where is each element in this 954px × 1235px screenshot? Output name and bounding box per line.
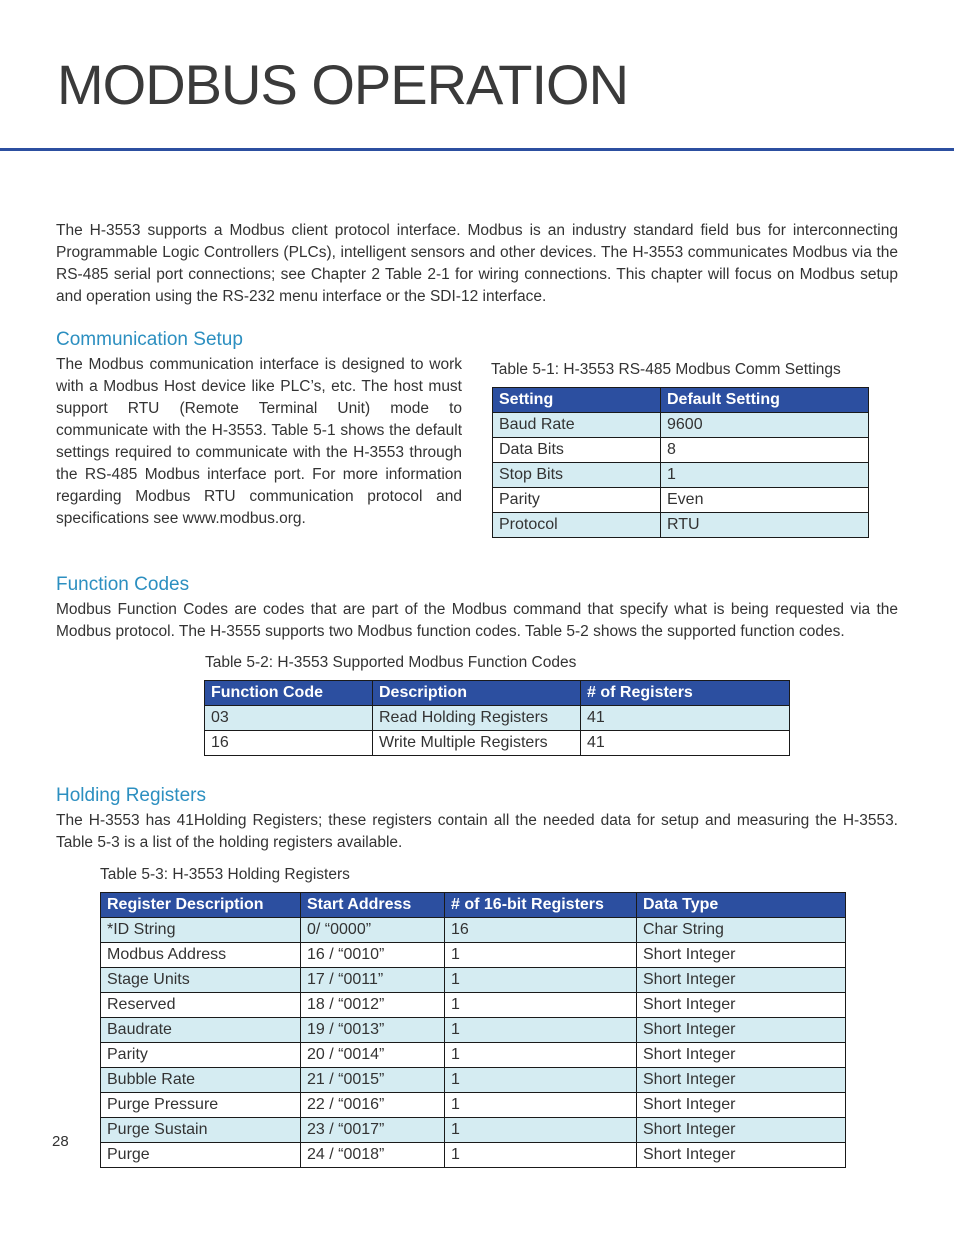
table-row [101, 1043, 846, 1068]
column-header: Data Type [637, 893, 846, 918]
holding-registers-table [100, 892, 846, 1168]
column-header: # of Registers [581, 681, 790, 706]
table-cell: 20 / “0014” [301, 1043, 445, 1068]
table-row [205, 731, 790, 756]
function-codes-paragraph: Modbus Function Codes are codes that are part of the Modbus command that specify what is being requested via the Modbus protocol. The H-3555 supports two Modbus function codes. Table 5-2 shows the supported function codes. [56, 601, 898, 640]
column-header: Function Code [205, 681, 373, 706]
table-row [101, 943, 846, 968]
table-header-row [101, 893, 846, 918]
column-header: Description [373, 681, 581, 706]
function-codes-heading: Function Codes [56, 574, 190, 595]
table-cell: Char String [637, 918, 846, 943]
table-cell: Baud Rate [493, 413, 661, 438]
holding-registers-heading: Holding Registers [56, 785, 206, 806]
table-cell: 22 / “0016” [301, 1093, 445, 1118]
table-5-3-caption: Table 5-3: H-3553 Holding Registers [100, 866, 350, 883]
table-cell: 1 [445, 1143, 637, 1168]
table-header-row [493, 388, 869, 413]
table-cell: Short Integer [637, 1093, 846, 1118]
column-header: # of 16-bit Registers [445, 893, 637, 918]
table-row [101, 1118, 846, 1143]
table-5-1-caption: Table 5-1: H-3553 RS-485 Modbus Comm Settings [491, 361, 841, 378]
table-cell: Bubble Rate [101, 1068, 301, 1093]
column-header: Setting [493, 388, 661, 413]
table-cell: 21 / “0015” [301, 1068, 445, 1093]
table-cell: 17 / “0011” [301, 968, 445, 993]
table-header-row [205, 681, 790, 706]
comm-settings-table [492, 387, 869, 538]
table-cell: Parity [493, 488, 661, 513]
table-cell: Purge Pressure [101, 1093, 301, 1118]
table-cell: 1 [445, 943, 637, 968]
table-row [493, 413, 869, 438]
communication-setup-heading: Communication Setup [56, 329, 243, 350]
table-cell: Stage Units [101, 968, 301, 993]
page-number: 28 [52, 1133, 69, 1150]
table-cell: Short Integer [637, 1118, 846, 1143]
table-cell: RTU [661, 513, 869, 538]
table-cell: 41 [581, 706, 790, 731]
table-row [493, 513, 869, 538]
table-cell: Write Multiple Registers [373, 731, 581, 756]
table-cell: 1 [445, 1043, 637, 1068]
table-cell: Purge Sustain [101, 1118, 301, 1143]
table-cell: 16 [205, 731, 373, 756]
table-row [101, 993, 846, 1018]
holding-registers-paragraph: The H-3553 has 41Holding Registers; these registers contain all the needed data for setup and measuring the H-3553. Table 5-3 is a list of the holding registers available. [56, 812, 898, 851]
table-cell: Short Integer [637, 1018, 846, 1043]
table-row [101, 918, 846, 943]
table-cell: Short Integer [637, 993, 846, 1018]
table-cell: Protocol [493, 513, 661, 538]
table-cell: Parity [101, 1043, 301, 1068]
table-row [205, 706, 790, 731]
table-cell: Reserved [101, 993, 301, 1018]
table-row [493, 463, 869, 488]
table-row [101, 1068, 846, 1093]
table-cell: 23 / “0017” [301, 1118, 445, 1143]
table-5-2-caption: Table 5-2: H-3553 Supported Modbus Function Codes [205, 654, 577, 671]
table-cell: 1 [445, 1068, 637, 1093]
table-row [493, 488, 869, 513]
table-row [101, 968, 846, 993]
table-cell: 1 [445, 1093, 637, 1118]
table-cell: Purge [101, 1143, 301, 1168]
column-header: Start Address [301, 893, 445, 918]
intro-paragraph: The H-3553 supports a Modbus client protocol interface. Modbus is an industry standard field bus for interconnecting Programmable Logic Controllers (PLCs), intelligent sensors and other devices. The H-3553 communicates Modbus via the RS-485 serial port connections; see Chapter 2 Table 2-1 for wiring connections. This chapter will focus on Modbus setup and operation using the RS-232 menu interface or the SDI-12 interface. [56, 222, 898, 305]
table-cell: 41 [581, 731, 790, 756]
table-cell: Data Bits [493, 438, 661, 463]
table-cell: 1 [445, 968, 637, 993]
table-cell: 19 / “0013” [301, 1018, 445, 1043]
table-cell: Modbus Address [101, 943, 301, 968]
table-cell: 9600 [661, 413, 869, 438]
table-cell: Short Integer [637, 1068, 846, 1093]
communication-setup-paragraph: The Modbus communication interface is designed to work with a Modbus Host device like PLC’s, etc. The host must support RTU (Remote Terminal Unit) mode to communicate with the H-3553. Table 5-1 shows the default settings required to communicate with the H-3553 through the RS-485 Modbus interface port. For more information regarding Modbus RTU communication protocol and specifications see www.modbus.org. [56, 356, 462, 527]
title-rule [0, 148, 954, 151]
table-row [493, 438, 869, 463]
table-cell: 24 / “0018” [301, 1143, 445, 1168]
table-cell: Short Integer [637, 1143, 846, 1168]
function-codes-table [204, 680, 790, 756]
table-cell: 18 / “0012” [301, 993, 445, 1018]
table-row [101, 1093, 846, 1118]
table-cell: 16 / “0010” [301, 943, 445, 968]
table-cell: Short Integer [637, 943, 846, 968]
table-cell: Short Integer [637, 968, 846, 993]
column-header: Default Setting [661, 388, 869, 413]
table-cell: 8 [661, 438, 869, 463]
table-row [101, 1143, 846, 1168]
column-header: Register Description [101, 893, 301, 918]
table-cell: 16 [445, 918, 637, 943]
table-cell: 1 [661, 463, 869, 488]
table-row [101, 1018, 846, 1043]
table-cell: 0/ “0000” [301, 918, 445, 943]
table-cell: Stop Bits [493, 463, 661, 488]
table-cell: 03 [205, 706, 373, 731]
table-cell: Even [661, 488, 869, 513]
table-cell: 1 [445, 993, 637, 1018]
table-cell: Baudrate [101, 1018, 301, 1043]
table-cell: 1 [445, 1018, 637, 1043]
table-cell: *ID String [101, 918, 301, 943]
table-cell: 1 [445, 1118, 637, 1143]
table-cell: Read Holding Registers [373, 706, 581, 731]
table-cell: Short Integer [637, 1043, 846, 1068]
page-title: MODBUS OPERATION [57, 53, 629, 116]
